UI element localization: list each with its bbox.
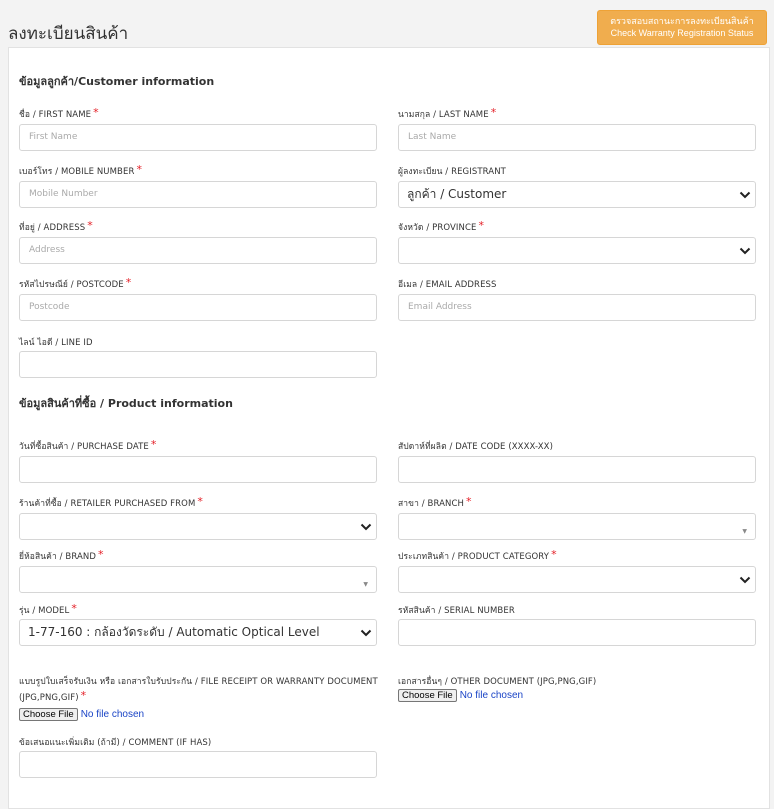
required-mark: * <box>490 106 497 119</box>
required-mark: * <box>93 106 99 119</box>
registration-form <box>8 47 770 809</box>
postcode-label: รหัสไปรษณีย์ / POSTCODE * <box>19 276 132 290</box>
required-mark: * <box>150 438 157 451</box>
email-input[interactable]: Email Address <box>398 294 756 321</box>
date-code-input[interactable] <box>398 456 756 483</box>
receipt-file-status: No file chosen <box>80 709 145 720</box>
required-mark: * <box>466 495 472 508</box>
email-label: อีเมล / EMAIL ADDRESS <box>398 280 497 290</box>
registrant-value: ลูกค้า / Customer <box>407 187 507 201</box>
province-select[interactable] <box>398 237 756 264</box>
required-mark: * <box>87 219 93 232</box>
required-mark: * <box>136 163 143 176</box>
dropdown-arrow-icon: ▼ <box>742 528 747 535</box>
last-name-input[interactable]: Last Name <box>398 124 756 151</box>
purchase-date-input[interactable] <box>19 456 377 483</box>
chevron-down-icon <box>739 576 751 584</box>
required-mark: * <box>197 495 204 508</box>
check-button-thai-label: ตรวจสอบสถานะการลงทะเบียนสินค้า <box>610 16 754 26</box>
first-name-input[interactable]: First Name <box>19 124 377 151</box>
branch-select[interactable] <box>398 513 756 540</box>
receipt-label-line2: (JPG,PNG,GIF) * <box>19 689 87 703</box>
category-label: ประเภทสินค้า / PRODUCT CATEGORY * <box>398 548 557 562</box>
other-document-label: เอกสารอื่นๆ / OTHER DOCUMENT (JPG,PNG,GIF) <box>398 677 597 687</box>
category-select[interactable] <box>398 566 756 593</box>
product-section-title: ข้อมูลสินค้าที่ซื้อ / Product information <box>19 397 233 410</box>
retailer-label: ร้านค้าที่ซื้อ / RETAILER PURCHASED FROM * <box>19 495 204 509</box>
customer-section-title: ข้อมูลลูกค้า/Customer information <box>19 75 215 88</box>
receipt-choose-file-button[interactable]: Choose File <box>19 708 78 721</box>
last-name-label: นามสกุล / LAST NAME * <box>398 106 497 120</box>
dropdown-arrow-icon: ▼ <box>363 581 368 588</box>
receipt-file-picker <box>19 708 144 721</box>
chevron-down-icon <box>360 629 372 637</box>
receipt-label-line1: แบบรูปใบเสร็จรับเงิน หรือ เอกสารใบรับประกัน / FILE RECEIPT OR WARRANTY DOCUMENT <box>19 677 378 687</box>
first-name-label: ชื่อ / FIRST NAME * <box>19 106 99 120</box>
mobile-label: เบอร์โทร / MOBILE NUMBER * <box>19 163 143 177</box>
province-label: จังหวัด / PROVINCE * <box>398 219 485 233</box>
check-registration-status-button[interactable] <box>597 10 767 45</box>
other-document-choose-file-button[interactable]: Choose File <box>398 689 457 702</box>
model-select[interactable] <box>19 619 377 646</box>
mobile-input[interactable]: Mobile Number <box>19 181 377 208</box>
required-mark: * <box>80 689 87 702</box>
required-mark: * <box>98 548 104 561</box>
comment-label: ข้อเสนอแนะเพิ่มเติม (ถ้ามี) / COMMENT (IF HAS) <box>19 738 212 748</box>
serial-label: รหัสสินค้า / SERIAL NUMBER <box>398 606 515 616</box>
registrant-label: ผู้ลงทะเบียน / REGISTRANT <box>398 167 506 177</box>
branch-label: สาขา / BRANCH * <box>398 495 472 509</box>
purchase-date-label: วันที่ซื้อสินค้า / PURCHASE DATE * <box>19 438 157 452</box>
model-label: รุ่น / MODEL * <box>19 602 77 616</box>
chevron-down-icon <box>739 191 751 199</box>
address-input[interactable]: Address <box>19 237 377 264</box>
other-document-file-picker <box>398 689 523 702</box>
registrant-select[interactable] <box>398 181 756 208</box>
check-button-english-label: Check Warranty Registration Status <box>610 28 754 38</box>
address-label: ที่อยู่ / ADDRESS * <box>19 219 93 233</box>
serial-input[interactable] <box>398 619 756 646</box>
comment-input[interactable] <box>19 751 377 778</box>
required-mark: * <box>71 602 77 615</box>
chevron-down-icon <box>360 523 372 531</box>
other-document-file-status: No file chosen <box>459 690 524 701</box>
postcode-input[interactable]: Postcode <box>19 294 377 321</box>
line-id-input[interactable] <box>19 351 377 378</box>
line-id-label: ไลน์ ไอดี / LINE ID <box>19 338 93 348</box>
required-mark: * <box>478 219 485 232</box>
brand-select[interactable] <box>19 566 377 593</box>
date-code-label: สัปดาห์ที่ผลิต / DATE CODE (XXXX-XX) <box>398 442 554 452</box>
model-value: 1-77-160 : กล้องวัดระดับ / Automatic Optical Level <box>28 625 320 639</box>
chevron-down-icon <box>739 247 751 255</box>
brand-label: ยี่ห้อสินค้า / BRAND * <box>19 548 104 562</box>
required-mark: * <box>551 548 557 561</box>
page-title: ลงทะเบียนสินค้า <box>8 24 129 44</box>
retailer-select[interactable] <box>19 513 377 540</box>
required-mark: * <box>125 276 132 289</box>
